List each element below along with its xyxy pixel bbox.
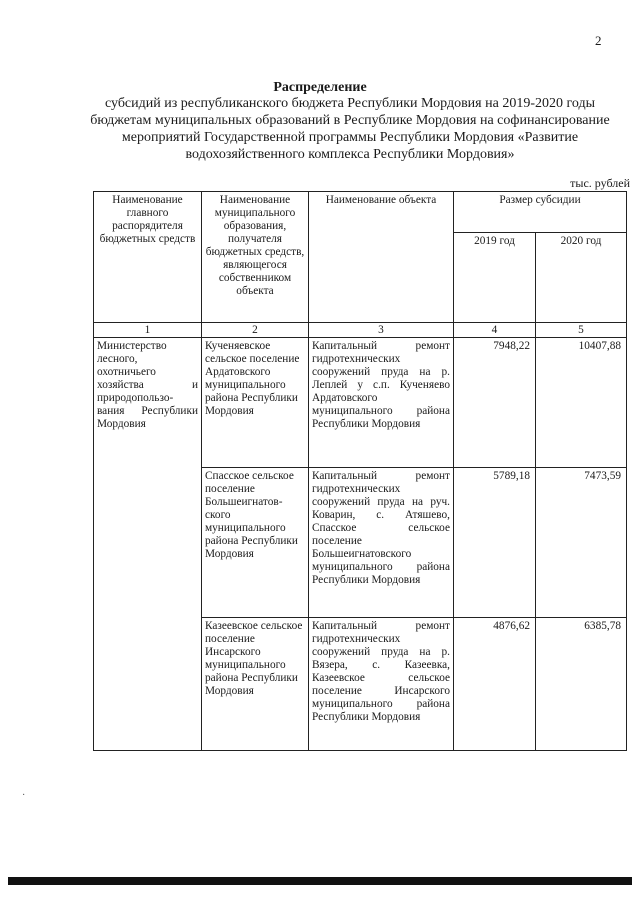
municipality-cell: Спасское сельское поселение Большеигнатов-ского муниципального района Республики Мордовия	[202, 468, 309, 618]
column-number: 1	[94, 323, 202, 338]
header-subsidy-size: Размер субсидии	[454, 192, 627, 233]
scan-speck: ·	[22, 790, 26, 801]
document-title: Распределение	[273, 80, 367, 95]
amount-2020-cell: 6385,78	[536, 618, 627, 751]
header-year-2019: 2019 год	[454, 233, 536, 323]
amount-2020-cell: 7473,59	[536, 468, 627, 618]
municipality-cell: Кученяевское сельское поселение Ардатовского муниципального района Республики Мордовия	[202, 338, 309, 468]
column-numbers-row	[94, 323, 627, 338]
header-row	[94, 192, 627, 233]
header-object: Наименование объекта	[309, 192, 454, 323]
table-row	[94, 338, 627, 468]
column-number: 4	[454, 323, 536, 338]
column-number: 5	[536, 323, 627, 338]
municipality-cell: Казеевское сельское поселение Инсарского муниципального района Республики Мордовия	[202, 618, 309, 751]
header-distributor: Наименование главного распорядителя бюджетных средств	[94, 192, 202, 323]
object-cell: Капитальный ремонт гидротехнических сооружений пруда на руч. Коварин, с. Атяшево, Спасское сельское поселение Большеигнатовского муниципального района Республики Мордовия	[309, 468, 454, 618]
amount-2019-cell: 4876,62	[454, 618, 536, 751]
object-cell: Капитальный ремонт гидротехнических сооружений пруда на р. Леплей у с.п. Кученяево Ардатовского муниципального района Республики Мордовия	[309, 338, 454, 468]
document-subtitle: субсидий из республиканского бюджета Республики Мордовия на 2019-2020 годы бюджетам муниципальных образований в Республике Мордовия на софинансирование мероприятий Государственной программы Республики Мордовия «Развитие водохозяйственного комплекса Республики Мордовия»	[90, 96, 610, 162]
object-cell: Капитальный ремонт гидротехнических сооружений пруда на р. Вязера, с. Казеевка, Казеевское сельское поселение Инсарского муниципального района Республики Мордовия	[309, 618, 454, 751]
amount-2020-cell: 10407,88	[536, 338, 627, 468]
header-year-2020: 2020 год	[536, 233, 627, 323]
column-number: 2	[202, 323, 309, 338]
distributor-cell: Министерство лесного, охотничьего хозяйства и природопользо-вания Республики Мордовия	[94, 338, 202, 751]
column-number: 3	[309, 323, 454, 338]
page-number: 2	[595, 33, 602, 48]
subsidy-table	[93, 191, 627, 751]
amount-2019-cell: 5789,18	[454, 468, 536, 618]
amount-2019-cell: 7948,22	[454, 338, 536, 468]
header-municipality: Наименование муниципального образования, получателя бюджетных средств, являющегося собственником объекта	[202, 192, 309, 323]
unit-label: тыс. рублей	[570, 176, 630, 190]
scan-edge-bar	[8, 877, 632, 885]
